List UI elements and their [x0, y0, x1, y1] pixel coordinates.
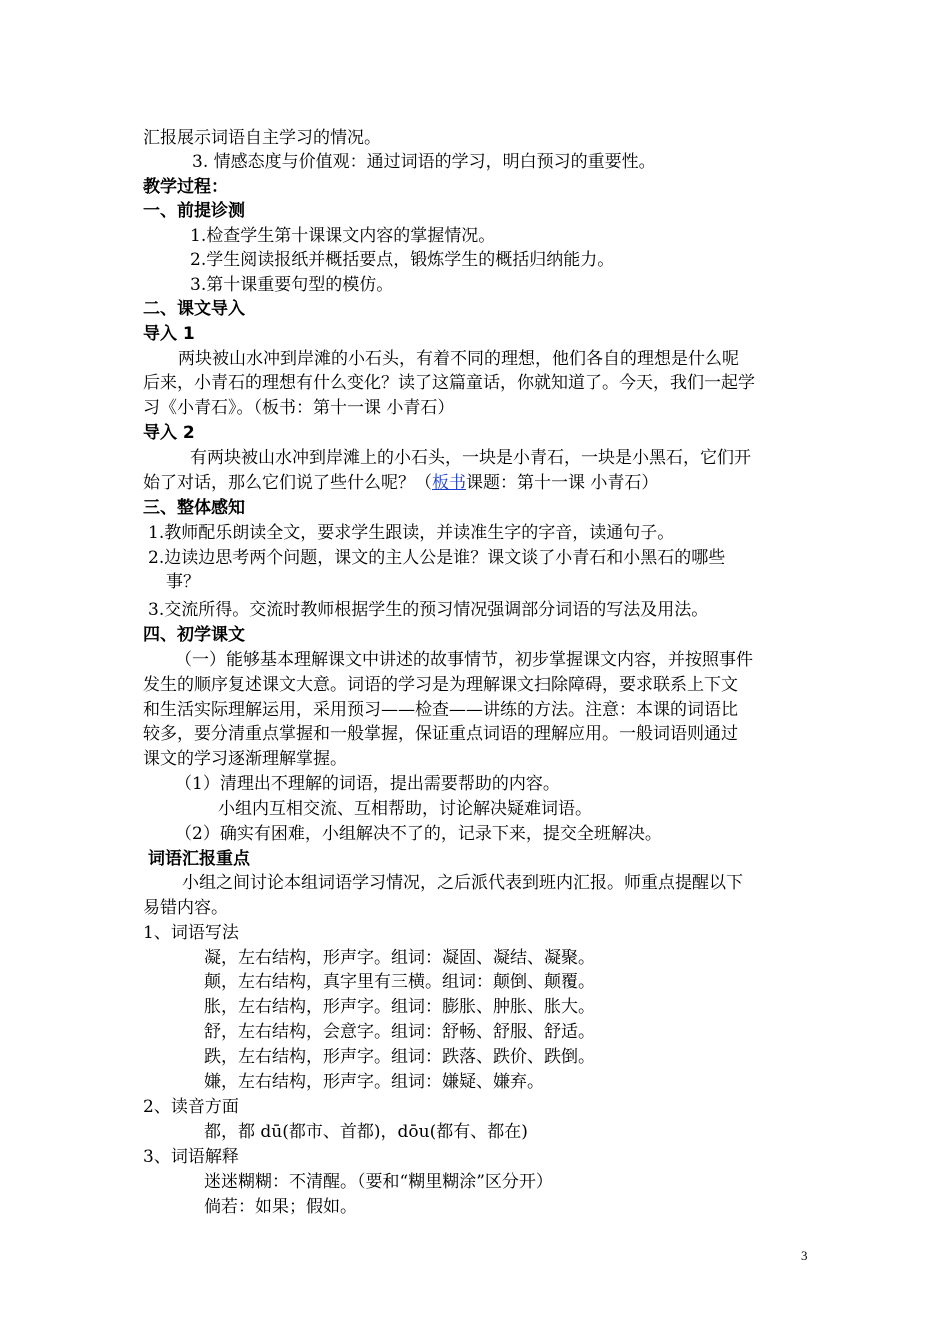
text-line: 3. 情感态度与价值观：通过词语的学习，明白预习的重要性。 — [192, 152, 656, 172]
text-line: 小组之间讨论本组词语学习情况，之后派代表到班内汇报。师重点提醒以下 — [182, 873, 743, 893]
text-line: 舒，左右结构，会意字。组词：舒畅、舒服、舒适。 — [204, 1022, 595, 1042]
text-line: 颠，左右结构，真字里有三横。组词：颠倒、颠覆。 — [204, 972, 595, 992]
text-line: 和生活实际理解运用，采用预习——检查——讲练的方法。注意：本课的词语比 — [143, 700, 738, 720]
text-line: 1.检查学生第十课课文内容的掌握情况。 — [190, 226, 496, 246]
subsection-heading: 导入 1 — [143, 324, 195, 344]
blackboard-link[interactable]: 板书 — [432, 473, 466, 493]
text-line: 嫌，左右结构，形声字。组词：嫌疑、嫌弃。 — [204, 1072, 544, 1092]
text-line: 有两块被山水冲到岸滩上的小石头，一块是小青石，一块是小黑石，它们开 — [190, 448, 751, 468]
text-line: （一）能够基本理解课文中讲述的故事情节，初步掌握课文内容，并按照事件 — [175, 650, 753, 670]
text-line: 1.教师配乐朗读全文，要求学生跟读，并读准生字的字音，读通句子。 — [148, 523, 675, 543]
section-heading: 一、前提诊测 — [143, 201, 245, 221]
text-line: 跌，左右结构，形声字。组词：跌落、跌价、跌倒。 — [204, 1047, 595, 1067]
text-line: 都，都 dū(都市、首都)，dōu(都有、都在) — [204, 1122, 528, 1142]
section-heading: 二、课文导入 — [143, 299, 245, 319]
text-segment: 课题：第十一课 小青石） — [466, 473, 659, 493]
text-line: 小组内互相交流、互相帮助，讨论解决疑难词语。 — [218, 799, 592, 819]
text-line: 胀，左右结构，形声字。组词：膨胀、肿胀、胀大。 — [204, 997, 595, 1017]
text-line: 习《小青石》。（板书：第十一课 小青石） — [143, 398, 455, 418]
text-line: 1、词语写法 — [143, 923, 239, 943]
text-line: 较多，要分清重点掌握和一般掌握，保证重点词语的理解应用。一般词语则通过 — [143, 724, 738, 744]
text-line: （2）确实有困难，小组解决不了的，记录下来，提交全班解决。 — [175, 824, 662, 844]
text-line: 凝，左右结构，形声字。组词：凝固、凝结、凝聚。 — [204, 948, 595, 968]
text-line: 汇报展示词语自主学习的情况。 — [143, 128, 381, 148]
page-number: 3 — [801, 1248, 808, 1263]
text-line: 发生的顺序复述课文大意。词语的学习是为理解课文扫除障碍，要求联系上下文 — [143, 675, 738, 695]
section-heading: 四、初学课文 — [143, 625, 245, 645]
text-line: 两块被山水冲到岸滩的小石头，有着不同的理想，他们各自的理想是什么呢 — [178, 349, 739, 369]
text-segment: 始了对话，那么它们说了些什么呢？（ — [143, 473, 432, 493]
text-line: 2.边读边思考两个问题，课文的主人公是谁？课文谈了小青石和小黑石的哪些 — [148, 548, 726, 568]
text-line — [143, 471, 658, 495]
section-heading: 词语汇报重点 — [148, 849, 250, 869]
section-heading: 教学过程： — [143, 177, 228, 197]
subsection-heading: 导入 2 — [143, 423, 195, 443]
text-line: 2、读音方面 — [143, 1097, 239, 1117]
text-line: 课文的学习逐渐理解掌握。 — [143, 749, 347, 769]
text-line: 后来，小青石的理想有什么变化？读了这篇童话，你就知道了。今天，我们一起学 — [143, 373, 755, 393]
text-line: （1）清理出不理解的词语，提出需要帮助的内容。 — [175, 774, 560, 794]
text-line: 易错内容。 — [143, 898, 228, 918]
text-line: 倘若：如果；假如。 — [204, 1197, 357, 1217]
text-line: 3.交流所得。交流时教师根据学生的预习情况强调部分词语的写法及用法。 — [148, 600, 709, 620]
text-line: 3、词语解释 — [143, 1147, 239, 1167]
text-line: 3.第十课重要句型的模仿。 — [190, 275, 394, 295]
text-line: 2.学生阅读报纸并概括要点，锻炼学生的概括归纳能力。 — [190, 250, 615, 270]
text-line: 事？ — [166, 572, 200, 592]
section-heading: 三、整体感知 — [143, 498, 245, 518]
text-line: 迷迷糊糊：不清醒。（要和“糊里糊涂”区分开） — [204, 1172, 553, 1192]
